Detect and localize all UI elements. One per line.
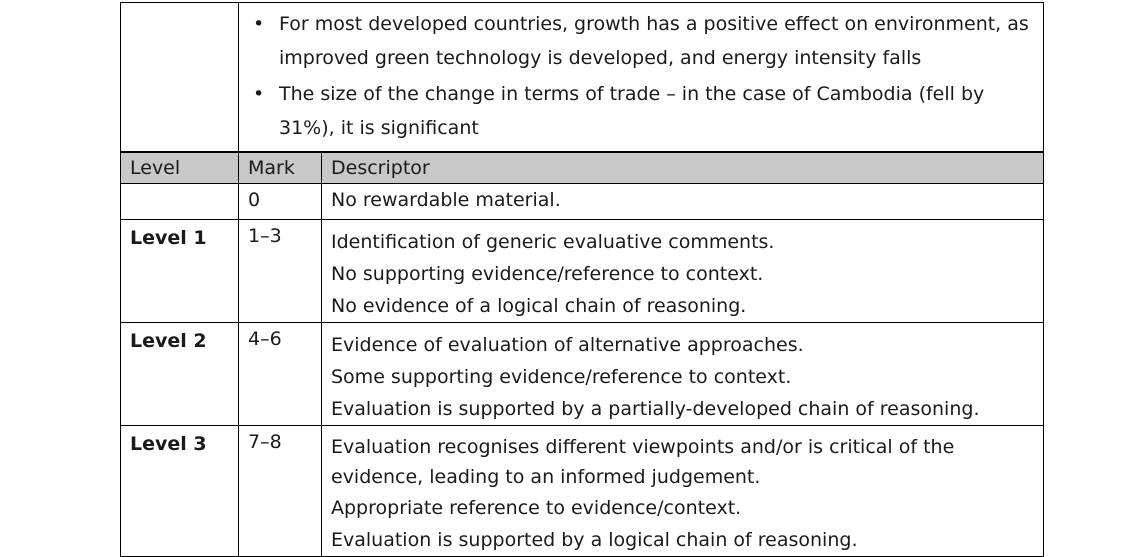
- bullet-item: [253, 77, 1033, 145]
- table-row: [121, 220, 1044, 323]
- descriptor-cell: [322, 426, 1044, 557]
- mark-scheme: [120, 2, 1044, 557]
- descriptor-cell: [322, 184, 1044, 220]
- bullet-icon: •: [253, 13, 265, 35]
- level-cell: [121, 184, 239, 220]
- bullet-item: [253, 7, 1033, 75]
- table-row: [121, 323, 1044, 426]
- descriptor-line: Evaluation recognises different viewpoints and/or is critical of the evidence, leading to an informed judgement.: [331, 436, 955, 488]
- bullet-text: For most developed countries, growth has a positive effect on environment, as improved green technology is developed, and energy intensity falls: [279, 13, 1029, 69]
- table-row: [121, 184, 1044, 220]
- mark-cell: 7–8: [239, 426, 322, 557]
- header-descriptor: Descriptor: [322, 153, 1044, 184]
- indicative-content: [239, 3, 1043, 151]
- descriptor-line: No evidence of a logical chain of reasoning.: [331, 295, 747, 317]
- descriptor-line: Identification of generic evaluative comments.: [331, 231, 775, 253]
- level-cell: Level 2: [121, 323, 239, 426]
- bullet-icon: •: [253, 83, 265, 105]
- levels-table: [120, 152, 1044, 557]
- level-cell: Level 1: [121, 220, 239, 323]
- header-level: Level: [121, 153, 239, 184]
- descriptor-line: No supporting evidence/reference to context.: [331, 263, 764, 285]
- table-header-row: [121, 153, 1044, 184]
- descriptor-cell: [322, 220, 1044, 323]
- empty-cell: [121, 3, 239, 151]
- descriptor-line: Evaluation is supported by a partially-developed chain of reasoning.: [331, 398, 980, 420]
- descriptor-line: Evaluation is supported by a logical chain of reasoning.: [331, 529, 858, 551]
- mark-cell: 1–3: [239, 220, 322, 323]
- mark-cell: 4–6: [239, 323, 322, 426]
- level-cell: Level 3: [121, 426, 239, 557]
- descriptor-cell: [322, 323, 1044, 426]
- table-row: [121, 426, 1044, 557]
- descriptor-line: No rewardable material.: [331, 189, 561, 211]
- descriptor-line: Appropriate reference to evidence/context.: [331, 497, 742, 519]
- descriptor-line: Evidence of evaluation of alternative approaches.: [331, 334, 804, 356]
- bullet-text: The size of the change in terms of trade – in the case of Cambodia (fell by 31%), it is significant: [279, 83, 985, 139]
- header-mark: Mark: [239, 153, 322, 184]
- mark-cell: 0: [239, 184, 322, 220]
- indicative-content-row: [120, 2, 1044, 152]
- descriptor-line: Some supporting evidence/reference to context.: [331, 366, 792, 388]
